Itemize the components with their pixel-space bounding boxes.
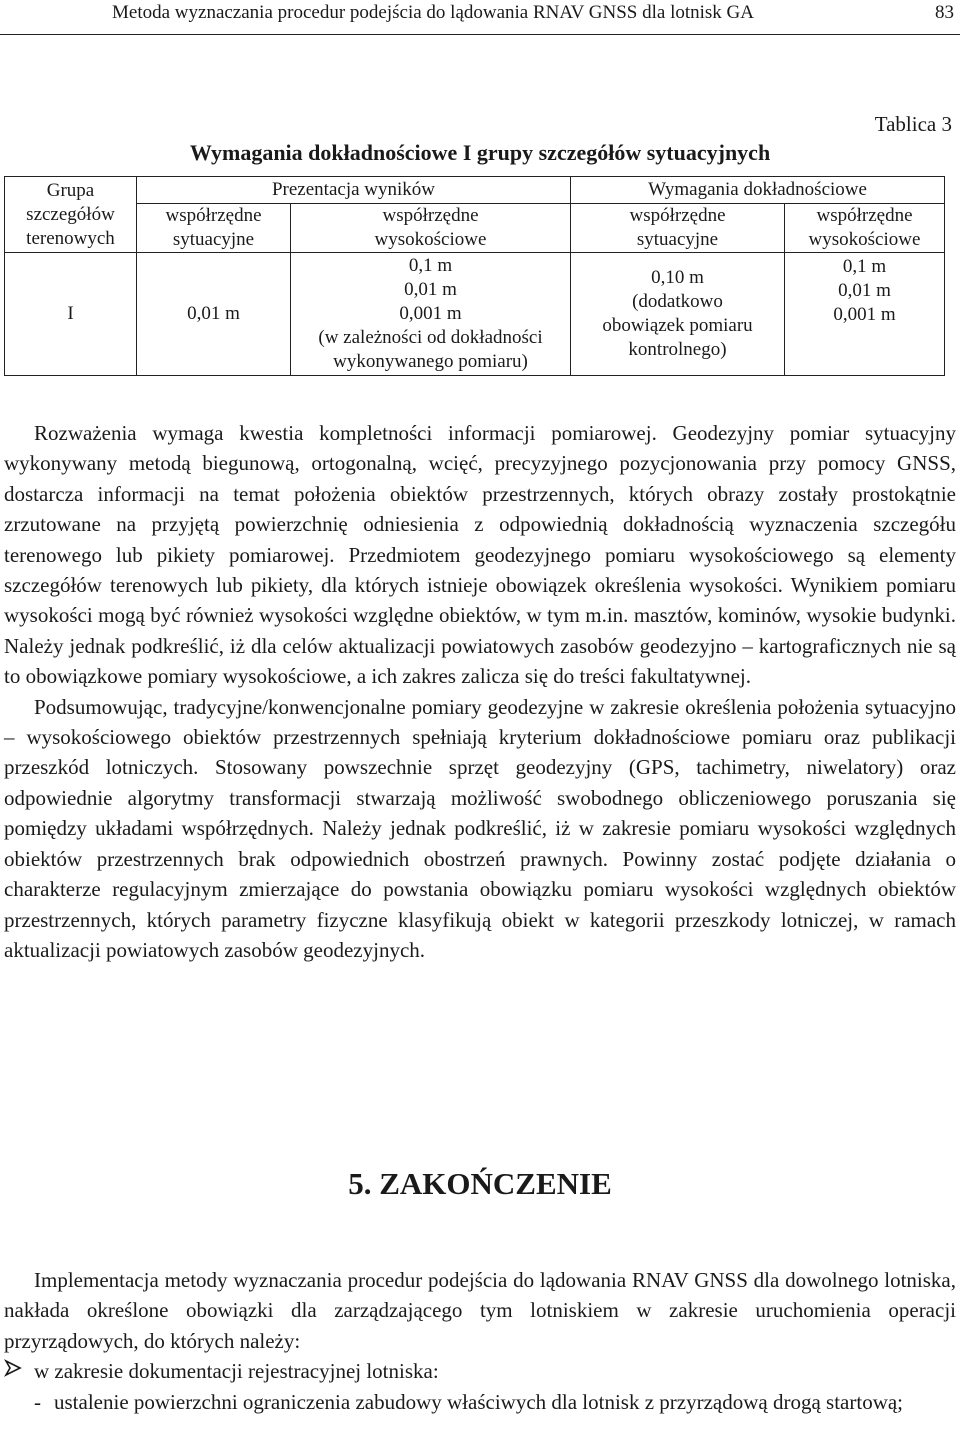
subheader-req-height: współrzędne wysokościowe (785, 204, 945, 253)
body-text (4, 418, 956, 965)
dash-item-text: ustalenie powierzchni ograniczenia zabudowy właściwych dla lotnisk z przyrządową drogą startową; (54, 1389, 904, 1414)
dash-list-item (4, 1387, 956, 1417)
paragraph-1: Rozważenia wymaga kwestia kompletności informacji pomiarowej. Geodezyjny pomiar sytuacyjny wykonywany metodą biegunową, ortogonalną, wcięć, precyzyjnego pozycjonowania przy pomocy GNSS, dostarcza informacji na temat położenia obiektów przestrzennych, których obrazy zostały prostokątnie zrzutowane na przyjętą powierzchnię odniesienia z odpowiednią dokładnością wyznaczenia szczegółu terenowego lub pikiety pomiarowej. Przedmiotem geodezyjnego pomiaru wysokościowego są elementy szczegółów terenowych lub pikiety, dla których istnieje obowiązek określenia wysokości. Wynikiem pomiaru wysokości mogą być również wysokości względne obiektów, w tym m.in. masztów, kominów, wysokie budynki. Należy jednak podkreślić, iż dla celów aktualizacji powiatowych zasobów geodezyjno – kartograficznych nie są to obowiązkowe pomiary wysokościowe, a ich zakres zalicza się do treści fakultatywnej. (4, 421, 956, 689)
paragraph-2: Podsumowując, tradycyjne/konwencjonalne pomiary geodezyjne w zakresie określenia położenia sytuacyjno – wysokościowego obiektów przestrzennych spełniają kryterium dokładnościowe pomiaru oraz publikacji przeszkód lotniczych. Stosowany powszechnie sprzęt geodezyjny (GPS, tachimetry, niwelatory) oraz odpowiednie algorytmy transformacji stwarzają możliwość swobodnego obliczeniowego poruszania się pomiędzy układami współrzędnych. Należy jednak podkreślić, iż w zakresie pomiaru wysokości względnych obiektów przestrzennych brak odpowiednich obostrzeń prawnych. Powinny zostać podjęte działania o charakterze regulacyjnym zmierzające do powstania obowiązku pomiaru wysokości względnych obiektów przestrzennych, których parametry fizyczne klasyfikują obiekt w kategorii przeszkody lotniczej, w ramach aktualizacji powiatowych zasobów geodezyjnych. (4, 694, 956, 962)
arrow-bullet-icon (4, 1356, 24, 1388)
conclusion-intro: Implementacja metody wyznaczania procedur podejścia do lądowania RNAV GNSS dla dowolnego lotniska, nakłada określone obowiązki dla zarządzającego tym lotniskiem w zakresie uruchomienia operacji przyrządowych, do których należy: (4, 1268, 956, 1353)
group-header-cell: Grupa szczegółów terenowych (5, 177, 137, 253)
running-header (0, 0, 960, 35)
pres-situational-cell: 0,01 m (137, 253, 291, 376)
table-title: Wymagania dokładnościowe I grupy szczegółów sytuacyjnych (189, 140, 771, 165)
section-heading: 5. ZAKOŃCZENIE (348, 1166, 612, 1201)
group-cell: I (5, 253, 137, 376)
bullet-text: w zakresie dokumentacji rejestracyjnej lotniska: (34, 1359, 439, 1384)
req-height-cell: 0,1 m 0,01 m 0,001 m (785, 253, 945, 376)
subheader-pres-height: współrzędne wysokościowe (291, 204, 571, 253)
req-situational-cell: 0,10 m (dodatkowo obowiązek pomiaru kontrolnego) (571, 253, 785, 376)
bullet-item (4, 1356, 956, 1386)
subheader-pres-situational: współrzędne sytuacyjne (137, 204, 291, 253)
requirements-header-cell: Wymagania dokładnościowe (571, 177, 945, 204)
dash-marker: - (34, 1389, 41, 1414)
page-number: 83 (935, 2, 954, 23)
running-header-title: Metoda wyznaczania procedur podejścia do lądowania RNAV GNSS dla lotnisk GA (112, 2, 754, 23)
presentation-header-cell: Prezentacja wyników (137, 177, 571, 204)
table-label: Tablica 3 (874, 112, 952, 136)
subheader-req-situational: współrzędne sytuacyjne (571, 204, 785, 253)
requirements-table (4, 176, 945, 376)
conclusion-section (4, 1265, 956, 1417)
pres-height-cell: 0,1 m 0,01 m 0,001 m (w zależności od dokładności wykonywanego pomiaru) (291, 253, 571, 376)
